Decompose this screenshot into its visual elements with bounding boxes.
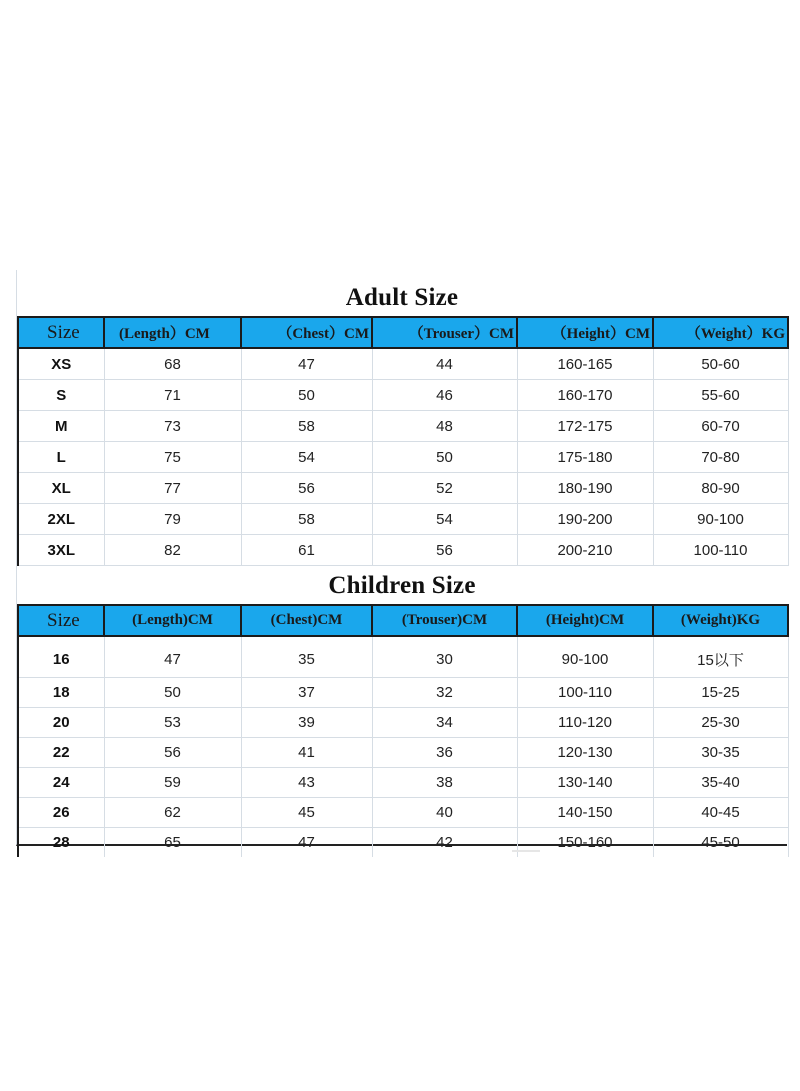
children-table-row (18, 636, 788, 678)
adult-size-table (17, 316, 789, 566)
adult-cell-weight: 70-80 (653, 442, 788, 473)
adult-cell-length: 77 (104, 473, 241, 504)
adult-cell-size: S (18, 380, 104, 411)
children-header-height: (Height)CM (517, 605, 653, 636)
children-cell-length: 59 (104, 768, 241, 798)
adult-table-row (18, 380, 788, 411)
adult-table-row (18, 504, 788, 535)
adult-cell-height: 175-180 (517, 442, 653, 473)
adult-cell-length: 75 (104, 442, 241, 473)
adult-cell-height: 180-190 (517, 473, 653, 504)
children-cell-size: 28 (18, 828, 104, 858)
adult-cell-size: 3XL (18, 535, 104, 566)
children-header-length: (Length)CM (104, 605, 241, 636)
adult-cell-size: XS (18, 348, 104, 380)
children-cell-height: 100-110 (517, 678, 653, 708)
children-cell-weight: 25-30 (653, 708, 788, 738)
children-cell-trouser: 40 (372, 798, 517, 828)
children-header-chest: (Chest)CM (241, 605, 372, 636)
adult-cell-chest: 61 (241, 535, 372, 566)
adult-cell-length: 68 (104, 348, 241, 380)
adult-table-row (18, 442, 788, 473)
adult-header-weight: （Weight）KG (653, 317, 788, 348)
children-cell-weight: 35-40 (653, 768, 788, 798)
adult-cell-height: 190-200 (517, 504, 653, 535)
adult-cell-weight: 55-60 (653, 380, 788, 411)
adult-cell-trouser: 52 (372, 473, 517, 504)
children-cell-chest: 41 (241, 738, 372, 768)
adult-cell-weight: 50-60 (653, 348, 788, 380)
adult-cell-chest: 50 (241, 380, 372, 411)
adult-header-size: Size (18, 317, 104, 348)
children-cell-size: 18 (18, 678, 104, 708)
adult-cell-trouser: 56 (372, 535, 517, 566)
adult-cell-trouser: 48 (372, 411, 517, 442)
adult-header-row (18, 317, 788, 348)
adult-cell-height: 172-175 (517, 411, 653, 442)
children-cell-length: 47 (104, 636, 241, 678)
adult-cell-size: M (18, 411, 104, 442)
children-cell-weight: 40-45 (653, 798, 788, 828)
children-cell-length: 56 (104, 738, 241, 768)
adult-cell-height: 160-165 (517, 348, 653, 380)
children-table-row (18, 828, 788, 858)
adult-cell-weight: 60-70 (653, 411, 788, 442)
children-table-row (18, 798, 788, 828)
children-cell-trouser: 30 (372, 636, 517, 678)
adult-table-row (18, 535, 788, 566)
children-header-row (18, 605, 788, 636)
adult-cell-trouser: 54 (372, 504, 517, 535)
children-cell-length: 50 (104, 678, 241, 708)
adult-cell-height: 200-210 (517, 535, 653, 566)
size-chart-sheet (16, 270, 787, 851)
adult-header-height: （Height）CM (517, 317, 653, 348)
adult-cell-length: 82 (104, 535, 241, 566)
children-table-row (18, 678, 788, 708)
adult-table-row (18, 473, 788, 504)
faint-divider-mark (512, 850, 540, 852)
adult-cell-trouser: 50 (372, 442, 517, 473)
adult-cell-weight: 90-100 (653, 504, 788, 535)
children-cell-height: 140-150 (517, 798, 653, 828)
adult-cell-size: XL (18, 473, 104, 504)
children-size-title: Children Size (328, 572, 476, 599)
adult-cell-weight: 80-90 (653, 473, 788, 504)
children-cell-weight: 45-50 (653, 828, 788, 858)
adult-table-row (18, 348, 788, 380)
children-cell-chest: 37 (241, 678, 372, 708)
children-table-row (18, 708, 788, 738)
adult-cell-length: 71 (104, 380, 241, 411)
adult-cell-chest: 47 (241, 348, 372, 380)
adult-cell-chest: 56 (241, 473, 372, 504)
children-header-weight: (Weight)KG (653, 605, 788, 636)
children-cell-length: 65 (104, 828, 241, 858)
children-cell-height: 110-120 (517, 708, 653, 738)
adult-cell-chest: 54 (241, 442, 372, 473)
adult-cell-size: 2XL (18, 504, 104, 535)
adult-size-title: Adult Size (345, 284, 459, 311)
children-cell-size: 26 (18, 798, 104, 828)
adult-cell-length: 73 (104, 411, 241, 442)
children-cell-trouser: 32 (372, 678, 517, 708)
children-cell-height: 90-100 (517, 636, 653, 678)
adult-header-chest: （Chest）CM (241, 317, 372, 348)
children-cell-chest: 35 (241, 636, 372, 678)
children-table-row (18, 768, 788, 798)
children-size-table (17, 604, 789, 857)
children-header-size: Size (18, 605, 104, 636)
children-cell-weight: 15-25 (653, 678, 788, 708)
children-cell-size: 20 (18, 708, 104, 738)
adult-cell-trouser: 46 (372, 380, 517, 411)
children-header-trouser: (Trouser)CM (372, 605, 517, 636)
children-cell-chest: 45 (241, 798, 372, 828)
children-cell-trouser: 42 (372, 828, 517, 858)
children-cell-height: 120-130 (517, 738, 653, 768)
children-cell-trouser: 34 (372, 708, 517, 738)
children-cell-height: 130-140 (517, 768, 653, 798)
adult-cell-length: 79 (104, 504, 241, 535)
adult-header-length: (Length）CM (104, 317, 241, 348)
adult-table-row (18, 411, 788, 442)
adult-cell-size: L (18, 442, 104, 473)
children-cell-length: 62 (104, 798, 241, 828)
children-cell-trouser: 38 (372, 768, 517, 798)
children-cell-chest: 43 (241, 768, 372, 798)
children-cell-size: 22 (18, 738, 104, 768)
children-cell-weight: 15以下 (653, 636, 788, 678)
adult-cell-trouser: 44 (372, 348, 517, 380)
adult-cell-weight: 100-110 (653, 535, 788, 566)
children-cell-height: 150-160 (517, 828, 653, 858)
adult-header-trouser: （Trouser）CM (372, 317, 517, 348)
children-cell-trouser: 36 (372, 738, 517, 768)
children-cell-length: 53 (104, 708, 241, 738)
adult-cell-height: 160-170 (517, 380, 653, 411)
adult-cell-chest: 58 (241, 411, 372, 442)
children-cell-chest: 39 (241, 708, 372, 738)
children-cell-weight: 30-35 (653, 738, 788, 768)
children-cell-chest: 47 (241, 828, 372, 858)
children-table-body (18, 636, 788, 857)
children-cell-size: 16 (18, 636, 104, 678)
adult-cell-chest: 58 (241, 504, 372, 535)
children-table-row (18, 738, 788, 768)
adult-table-body (18, 348, 788, 566)
children-cell-size: 24 (18, 768, 104, 798)
